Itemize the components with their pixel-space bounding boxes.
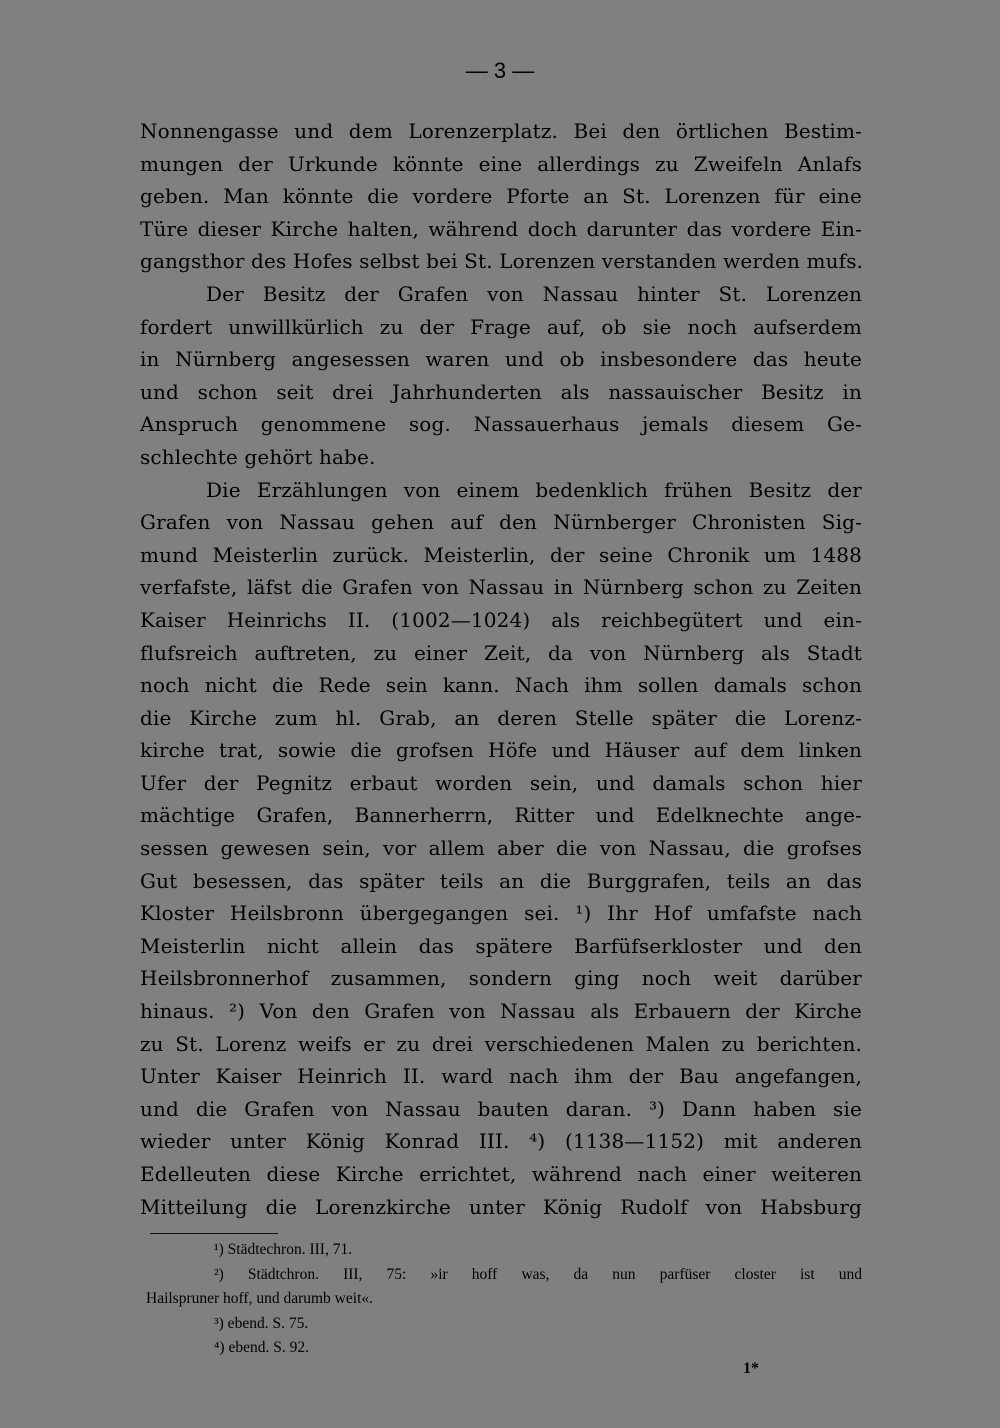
footnote: ⁴) ebend. S. 92. <box>214 1339 309 1356</box>
text-line: noch nicht die Rede sein kann. Nach ihm sollen damals schon <box>140 673 862 698</box>
footnote: ³) ebend. S. 75. <box>214 1314 309 1332</box>
text-line: Gut besessen, das später teils an die Burggrafen, teils an das <box>140 868 862 893</box>
text-line: Nonnengasse und dem Lorenzerplatz. Bei den örtlichen Bestim- <box>140 119 862 143</box>
text-line: flufsreich auftreten, zu einer Zeit, da von Nürnberg als Stadt <box>140 640 862 665</box>
text-line: Mitteilung die Lorenzkirche unter König Rudolf von Habsburg <box>140 1194 862 1219</box>
text-line: Kaiser Heinrichs II. (1002—1024) als reichbegütert und ein- <box>140 607 862 632</box>
text-line: hinaus. ²) Von den Grafen von Nassau als Erbauern der Kirche <box>140 999 862 1024</box>
footnotes <box>146 1238 862 1361</box>
text-line: geben. Man könnte die vordere Pforte an St. Lorenzen für eine <box>140 184 862 209</box>
text-line: mungen der Urkunde könnte eine allerdings zu Zweifeln Anlafs <box>140 151 862 176</box>
signature-mark: 1* <box>743 1360 759 1377</box>
text-line: und schon seit drei Jahrhunderten als nassauischer Besitz in <box>140 379 862 404</box>
text-line: die Kirche zum hl. Grab, an deren Stelle später die Lorenz- <box>140 705 862 730</box>
text-line: zu St. Lorenz weifs er zu drei verschiedenen Malen zu berichten. <box>140 1031 862 1056</box>
paragraph-start: Die Erzählungen von einem bedenklich frühen Besitz der <box>206 477 862 502</box>
text-line: Meisterlin nicht allein das spätere Barfüfserkloster und den <box>140 933 862 958</box>
text-line: verfafste, läfst die Grafen von Nassau in Nürnberg schon zu Zeiten <box>140 575 862 600</box>
text-line: Anspruch genommene sog. Nassauerhaus jemals diesem Ge- <box>140 412 862 437</box>
text-line: mächtige Grafen, Bannerherrn, Ritter und Edelknechte ange- <box>140 803 862 828</box>
text-line: kirche trat, sowie die grofsen Höfe und Häuser auf dem linken <box>140 738 862 763</box>
text-line: fordert unwillkürlich zu der Frage auf, ob sie noch aufserdem <box>140 314 862 339</box>
page-number: — 3 — <box>465 58 535 83</box>
text-line: Ufer der Pegnitz erbaut worden sein, und damals schon hier <box>140 770 862 795</box>
footnote-continuation: Hailspruner hoff, und darumb weit«. <box>146 1290 373 1307</box>
text-line: Unter Kaiser Heinrich II. ward nach ihm der Bau angefangen, <box>140 1064 862 1089</box>
footnote: ¹) Städtechron. III, 71. <box>214 1241 353 1258</box>
footnote-divider <box>150 1233 278 1234</box>
text-line: Grafen von Nassau gehen auf den Nürnberger Chronisten Sig- <box>140 510 862 535</box>
text-line: schlechte gehört habe. <box>140 444 376 469</box>
text-line: in Nürnberg angesessen waren und ob insbesondere das heute <box>140 347 862 372</box>
text-line: sessen gewesen sein, vor allem aber die von Nassau, die grofses <box>140 836 862 861</box>
text-line: wieder unter König Konrad III. ⁴) (1138—1152) mit anderen <box>140 1129 862 1154</box>
text-line: Edelleuten diese Kirche errichtet, während nach einer weiteren <box>140 1162 862 1186</box>
text-line: Heilsbronnerhof zusammen, sondern ging noch weit darüber <box>140 966 862 991</box>
body-text <box>140 115 862 1223</box>
footnote: ²) Städtchron. III, 75: »ir hoff was, da nun parfüser closter ist und <box>214 1265 862 1283</box>
text-line: Türe dieser Kirche halten, während doch darunter das vordere Ein- <box>140 216 862 241</box>
text-line: und die Grafen von Nassau bauten daran. ³) Dann haben sie <box>140 1096 862 1121</box>
text-line: mund Meisterlin zurück. Meisterlin, der seine Chronik um 1488 <box>140 542 862 567</box>
paragraph-start: Der Besitz der Grafen von Nassau hinter St. Lorenzen <box>206 281 862 306</box>
text-line: gangsthor des Hofes selbst bei St. Lorenzen verstanden werden mufs. <box>140 249 864 274</box>
text-line: Kloster Heilsbronn übergegangen sei. ¹) Ihr Hof umfafste nach <box>140 901 862 926</box>
